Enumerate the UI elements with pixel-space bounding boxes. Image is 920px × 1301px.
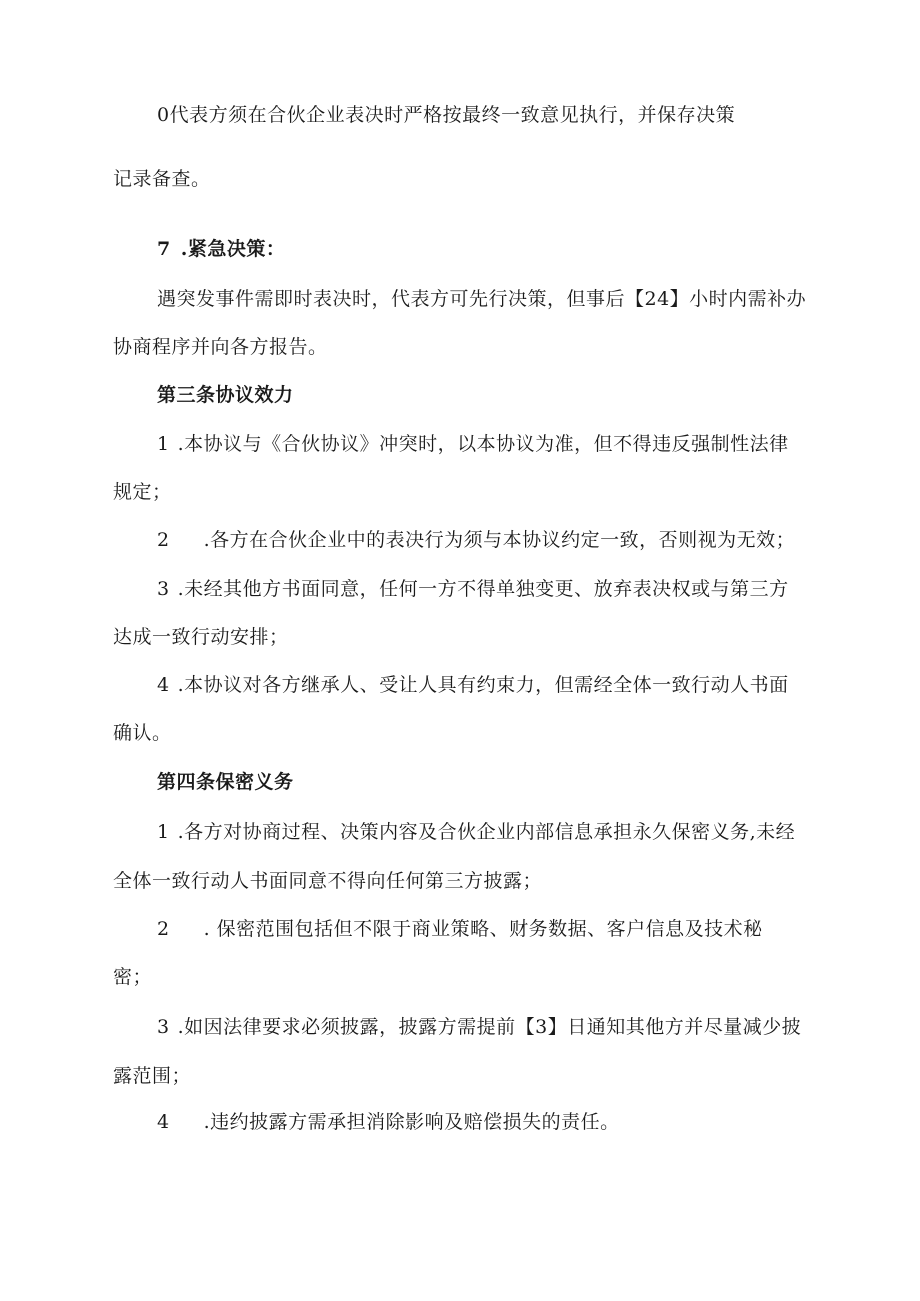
clause-text: .违约披露方需承担消除影响及赔偿损失的责任。 <box>203 1111 620 1133</box>
clause-number: 4 <box>157 1111 170 1133</box>
clause-number: 3 <box>157 578 170 600</box>
clause-number: 1 <box>157 821 170 843</box>
paragraph-line: 达成一致行动安排； <box>113 626 289 648</box>
clause-line <box>157 1110 620 1134</box>
paragraph-line: 记录备查。 <box>113 168 211 190</box>
clause-number: 4 <box>157 674 170 696</box>
clause-text: .如因法律要求必须披露，披露方需提前【3】日通知其他方并尽量减少披 <box>177 1016 802 1038</box>
clause-line <box>157 917 763 941</box>
clause-line <box>157 1015 801 1039</box>
clause-line <box>157 673 789 697</box>
clause-text: .本协议与《合伙协议》冲突时，以本协议为准，但不得违反强制性法律 <box>177 433 789 455</box>
clause-line <box>157 577 789 601</box>
article-heading: 第四条保密义务 <box>157 771 294 793</box>
clause-text: . 保密范围包括但不限于商业策略、财务数据、客户信息及技术秘 <box>203 918 763 940</box>
clause-heading <box>157 237 285 261</box>
clause-line <box>157 820 795 844</box>
clause-line <box>157 528 795 552</box>
paragraph-line: 规定； <box>113 481 172 503</box>
clause-heading-text: .紧急决策： <box>180 238 286 260</box>
clause-number: 7 <box>157 238 171 260</box>
clause-text: .本协议对各方继承人、受让人具有约束力，但需经全体一致行动人书面 <box>177 674 789 696</box>
clause-number: 1 <box>157 433 170 455</box>
clause-line <box>157 432 789 456</box>
article-heading: 第三条协议效力 <box>157 384 294 406</box>
paragraph-line: 遇突发事件需即时表决时，代表方可先行决策，但事后【24】小时内需补办 <box>157 288 807 310</box>
clause-text: .各方对协商过程、决策内容及合伙企业内部信息承担永久保密义务,未经 <box>177 821 796 843</box>
clause-number: 2 <box>157 918 170 940</box>
paragraph-line: 露范围； <box>113 1065 192 1087</box>
paragraph-line: 密； <box>113 966 153 988</box>
paragraph-line: 协商程序并向各方报告。 <box>113 336 328 358</box>
paragraph-line: 0代表方须在合伙企业表决时严格按最终一致意见执行，并保存决策 <box>157 104 736 126</box>
paragraph-line: 确认。 <box>113 722 172 744</box>
clause-text: .各方在合伙企业中的表决行为须与本协议约定一致，否则视为无效； <box>203 529 796 551</box>
clause-number: 2 <box>157 529 170 551</box>
clause-text: .未经其他方书面同意，任何一方不得单独变更、放弃表决权或与第三方 <box>177 578 789 600</box>
paragraph-line: 全体一致行动人书面同意不得向任何第三方披露； <box>113 870 543 892</box>
clause-number: 3 <box>157 1016 170 1038</box>
